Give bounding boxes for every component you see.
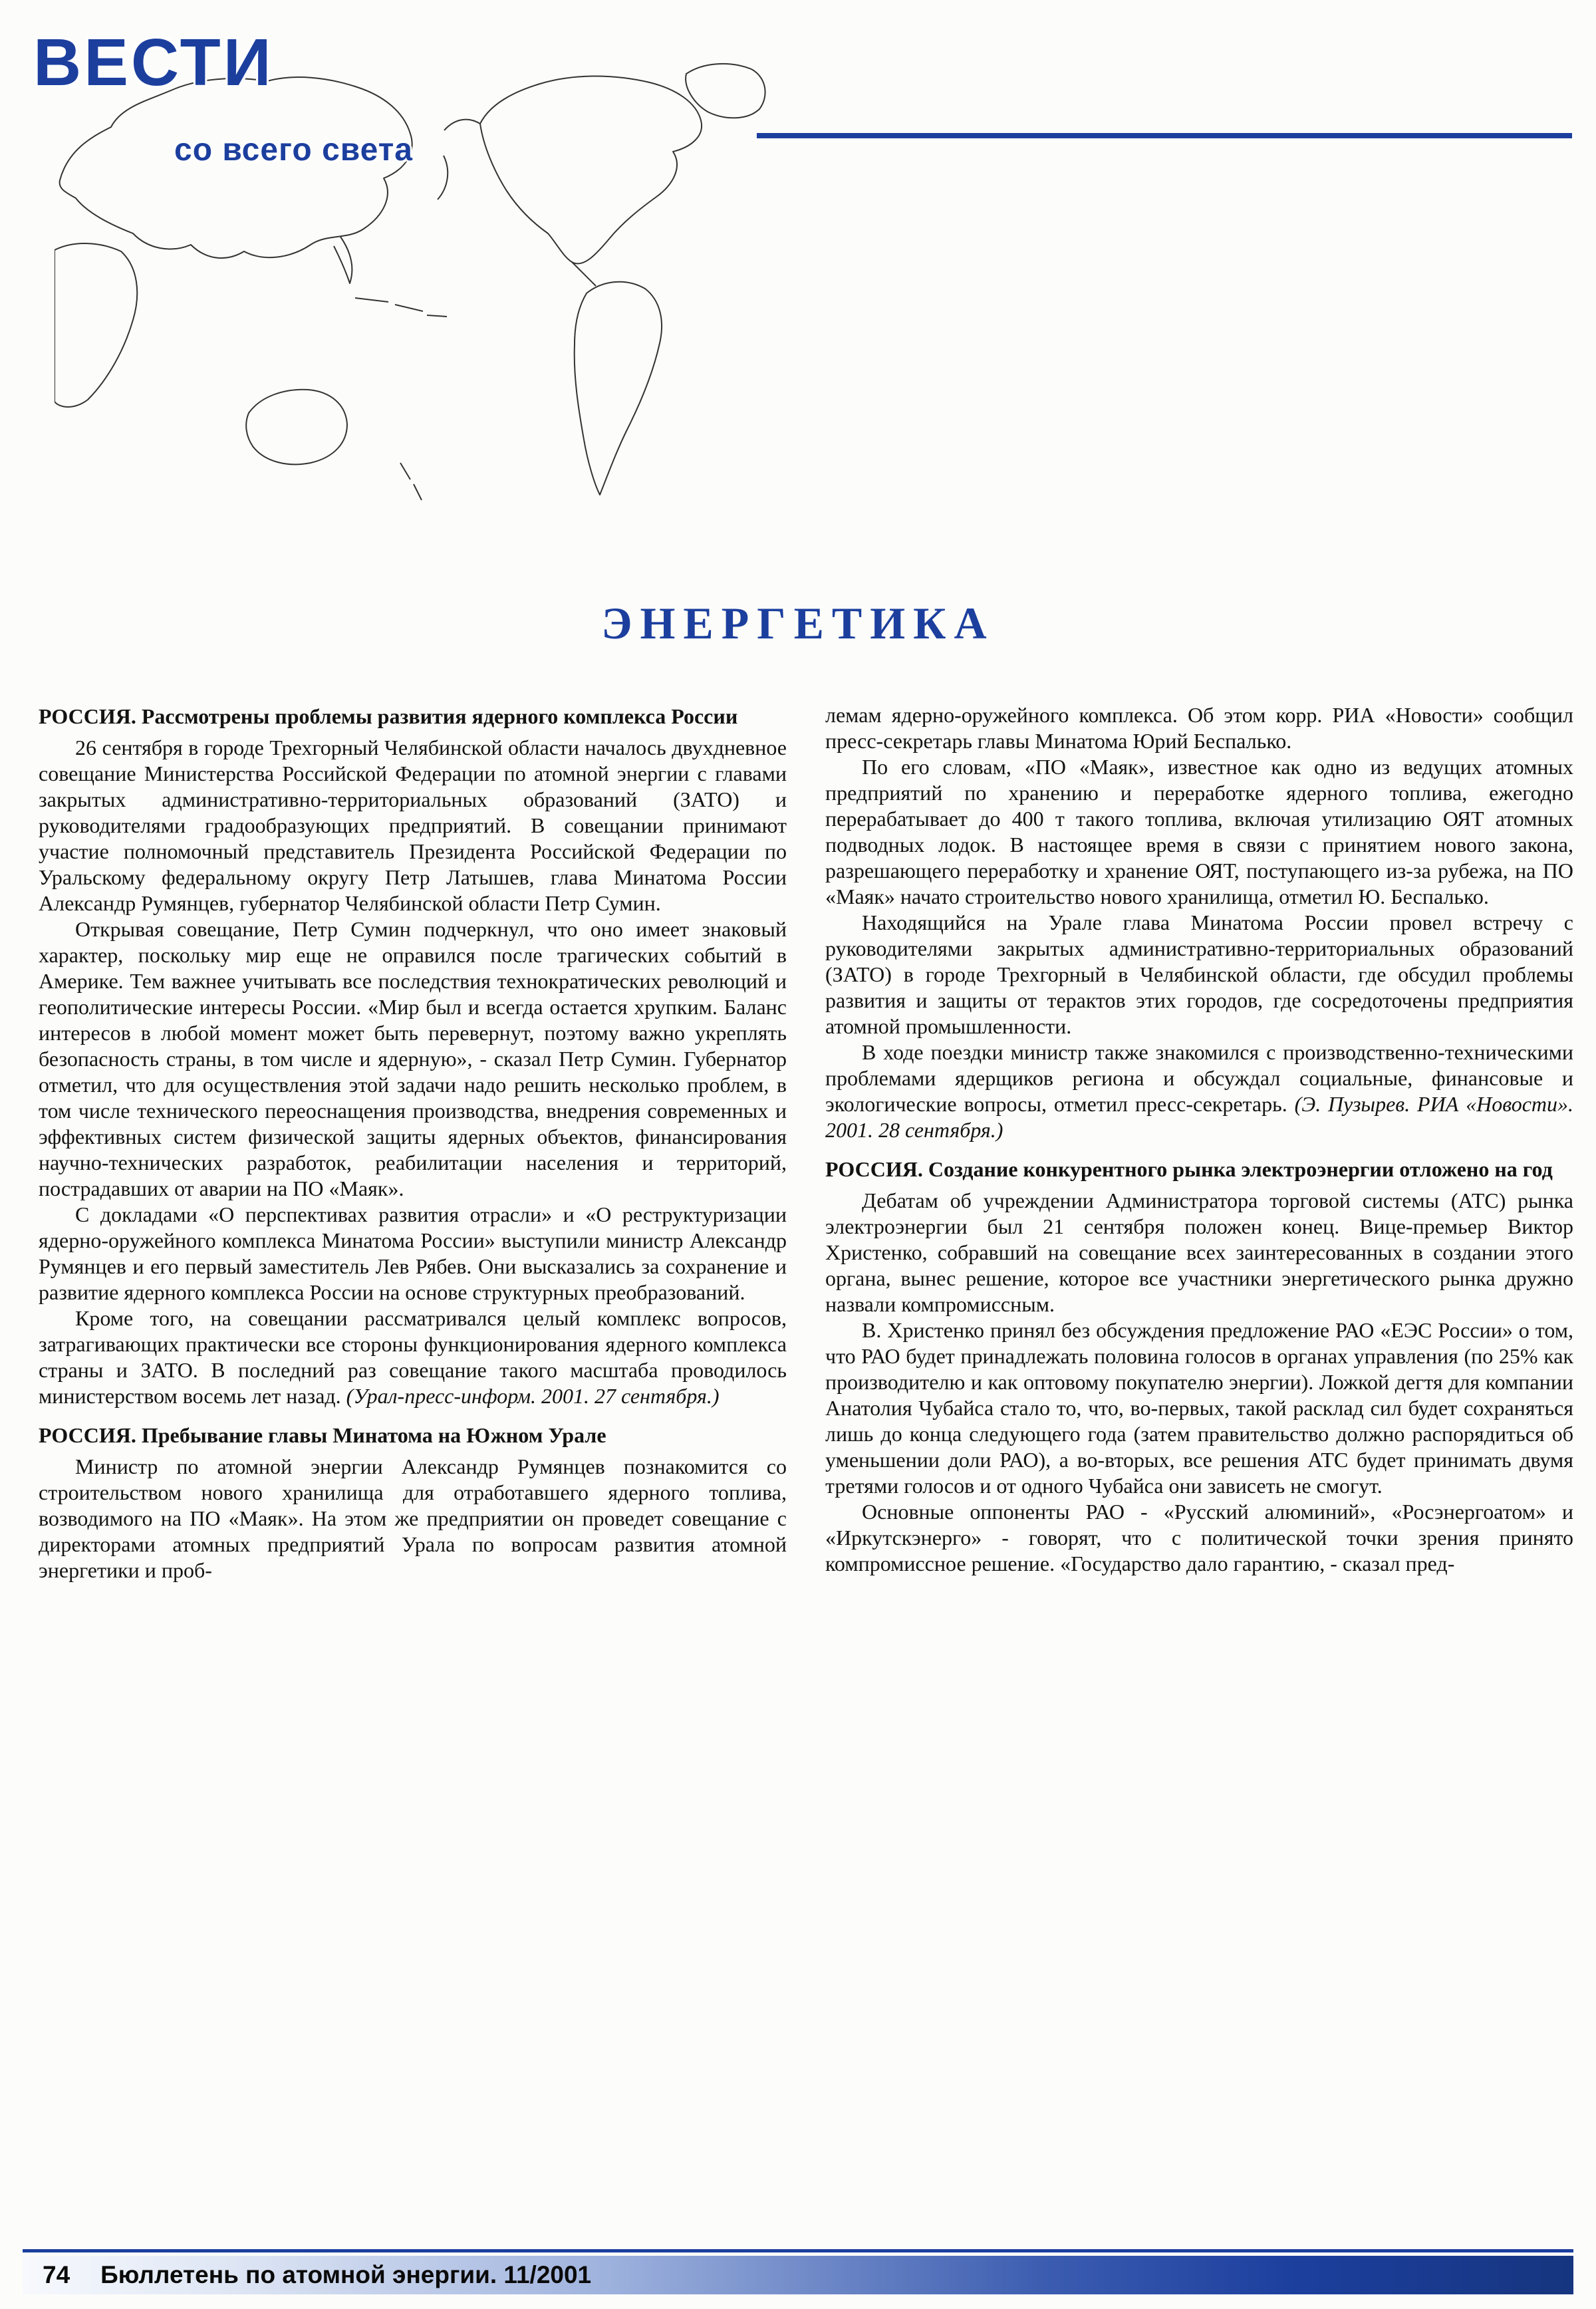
article-paragraph: 26 сентября в городе Трехгорный Челябинской области началось двухдневное совещание Министерства Российской Федерации по атомной энергии с главами закрытых административно-территориальных образований (ЗАТО) и руководителями градообразующих предприятий. В совещании принимают участие полномочный представитель Президента Российской Федерации по Уральскому федеральному округу Петр Латышев, глава Минатома России Александр Румянцев, губернатор Челябинской области Петр Сумин.: [39, 736, 787, 915]
map-indonesia: [355, 298, 447, 317]
section-title: ЭНЕРГЕТИКА: [601, 598, 995, 648]
map-eurasia: [60, 77, 412, 258]
article-paragraph: В. Христенко принял без обсуждения предложение РАО «ЕЭС России» о том, что РАО будет принадлежать половина голосов в органах управления (по 25% как производителю и как оптовому покупателю энергии). Ложкой дегтя для компании Анатолия Чубайса стало то, что, во-первых, такой расклад сил будет сохраняться лишь до конца следующего года (затем правительство должно распорядиться об уменьшении доли РАО), а во-вторых, все решения АТС будет принимать двумя третями голосов и от одного Чубайса они зависеть не смогут.: [825, 1318, 1573, 1498]
map-africa: [55, 243, 137, 407]
map-australia: [246, 390, 347, 465]
map-japan: [438, 156, 448, 200]
article-paragraph: Кроме того, на совещании рассматривался целый комплекс вопросов, затрагивающих практически все стороны функционирования ядерного комплекса страны и ЗАТО. В последний раз совещание такого масштаба проводилось министерством восемь лет назад. (Урал-пресс-информ. 2001. 27 сентября.): [39, 1306, 787, 1408]
right-column: [825, 702, 1573, 1583]
map-alaska: [444, 120, 480, 130]
article-paragraph: С докладами «О перспективах развития отрасли» и «О реструктуризации ядерно-оружейного комплекса Минатома России» выступили министр Александр Румянцев и его первый заместитель Лев Рябев. Они высказались за сохранение и развитие ядерного комплекса России на основе структурных преобразований.: [39, 1202, 787, 1304]
article-heading: РОССИЯ. Создание конкурентного рынка электроэнергии отложено на год: [825, 1157, 1553, 1181]
article-paragraph: Дебатам об учреждении Администратора торговой системы (АТС) рынка электроэнергии был 21 сентября положен конец. Вице-премьер Виктор Христенко, собравший на совещание всех заинтересованных в создании этого органа, вынес решение, которое все участники энергетического рынка дружно назвали компромиссным.: [825, 1188, 1573, 1316]
masthead-subtitle: со всего света: [174, 132, 413, 168]
article-paragraph: Основные оппоненты РАО - «Русский алюминий», «Росэнергоатом» и «Иркутскэнерго» - говорят, что с политической точки зрения принято компромиссное решение. «Государство дало гарантию, - сказал пред-: [825, 1500, 1573, 1575]
world-map-graphic: [55, 37, 806, 549]
map-se-asia: [334, 237, 352, 283]
footer-bar: [23, 2256, 1573, 2294]
map-new-zealand: [400, 463, 422, 500]
article-heading: РОССИЯ. Рассмотрены проблемы развития ядерного комплекса России: [39, 704, 738, 728]
page-number: 74: [43, 2261, 70, 2288]
article-paragraph: В ходе поездки министр также знакомился с производственно-техническими проблемами ядерщиков региона и обсуждал социальные, финансовые и экологические вопросы, отметил пресс-секретарь. (Э. Пузырев. РИА «Новости». 2001. 28 сентября.): [825, 1040, 1573, 1142]
article-paragraph: лемам ядерно-оружейного комплекса. Об этом корр. РИА «Новости» сообщил пресс-секретарь главы Минатома Юрий Беспалько.: [825, 703, 1573, 753]
footer-rule: [23, 2249, 1573, 2252]
article-paragraph: Открывая совещание, Петр Сумин подчеркнул, что оно имеет знаковый характер, поскольку мир еще не оправился после трагических событий в Америке. Тем важнее учитывать все последствия технократических революций и геополитические интересы России. «Мир был и всегда остается хрупким. Баланс интересов в любой момент может быть перевернут, поэтому важно укреплять безопасность страны, в том числе и ядерную», - сказал Петр Сумин. Губернатор отметил, что для осуществления этой задачи надо решить несколько проблем, в том числе технического переоснащения производства, внедрения современных и эффективных систем физической защиты ядерных объектов, финансирования научно-технических разработок, реабилитации населения и территорий, пострадавших от аварии на ПО «Маяк».: [39, 917, 787, 1200]
article-heading: РОССИЯ. Пребывание главы Минатома на Южном Урале: [39, 1423, 606, 1447]
article-paragraph: Находящийся на Урале глава Минатома России провел встречу с руководителями закрытых административно-территориальных образований (ЗАТО) в городе Трехгорный в Челябинской области, где обсудил проблемы развития и защиты от терактов этих городов, где сосредоточены предприятия атомной промышленности.: [825, 910, 1573, 1038]
map-south-america: [575, 282, 662, 495]
article-columns: [39, 702, 1573, 1583]
map-central-america: [572, 262, 596, 286]
page-footer: [23, 2249, 1573, 2294]
article-paragraph: Министр по атомной энергии Александр Румянцев познакомится со строительством нового хранилища для отработавшего ядерного топлива, возводимого на ПО «Маяк». На этом же предприятии он проведет совещание с директорами атомных предприятий Урала по вопросам развития атомной энергетики и проб-: [39, 1454, 787, 1582]
top-rule: [757, 133, 1572, 138]
map-greenland: [686, 64, 765, 118]
source-citation: (Урал-пресс-информ. 2001. 27 сентября.): [340, 1384, 720, 1408]
source-citation: (Э. Пузырев. РИА «Новости». 2001. 28 сентября.): [825, 1092, 1573, 1142]
journal-title: Бюллетень по атомной энергии. 11/2001: [100, 2261, 592, 2288]
masthead-title: ВЕСТИ: [33, 25, 274, 100]
article-paragraph: По его словам, «ПО «Маяк», известное как одно из ведущих атомных предприятий по хранению и переработке ядерного топлива, ежегодно перерабатывает до 400 т такого топлива, включая утилизацию ОЯТ атомных подводных лодок. В настоящее время в связи с принятием нового закона, разрешающего переработку и хранение ОЯТ, поступающего из-за рубежа, на ПО «Маяк» начато строительство нового хранилища, отметил Ю. Беспалько.: [825, 755, 1573, 908]
map-north-america: [480, 76, 702, 263]
left-column: [39, 702, 787, 1583]
